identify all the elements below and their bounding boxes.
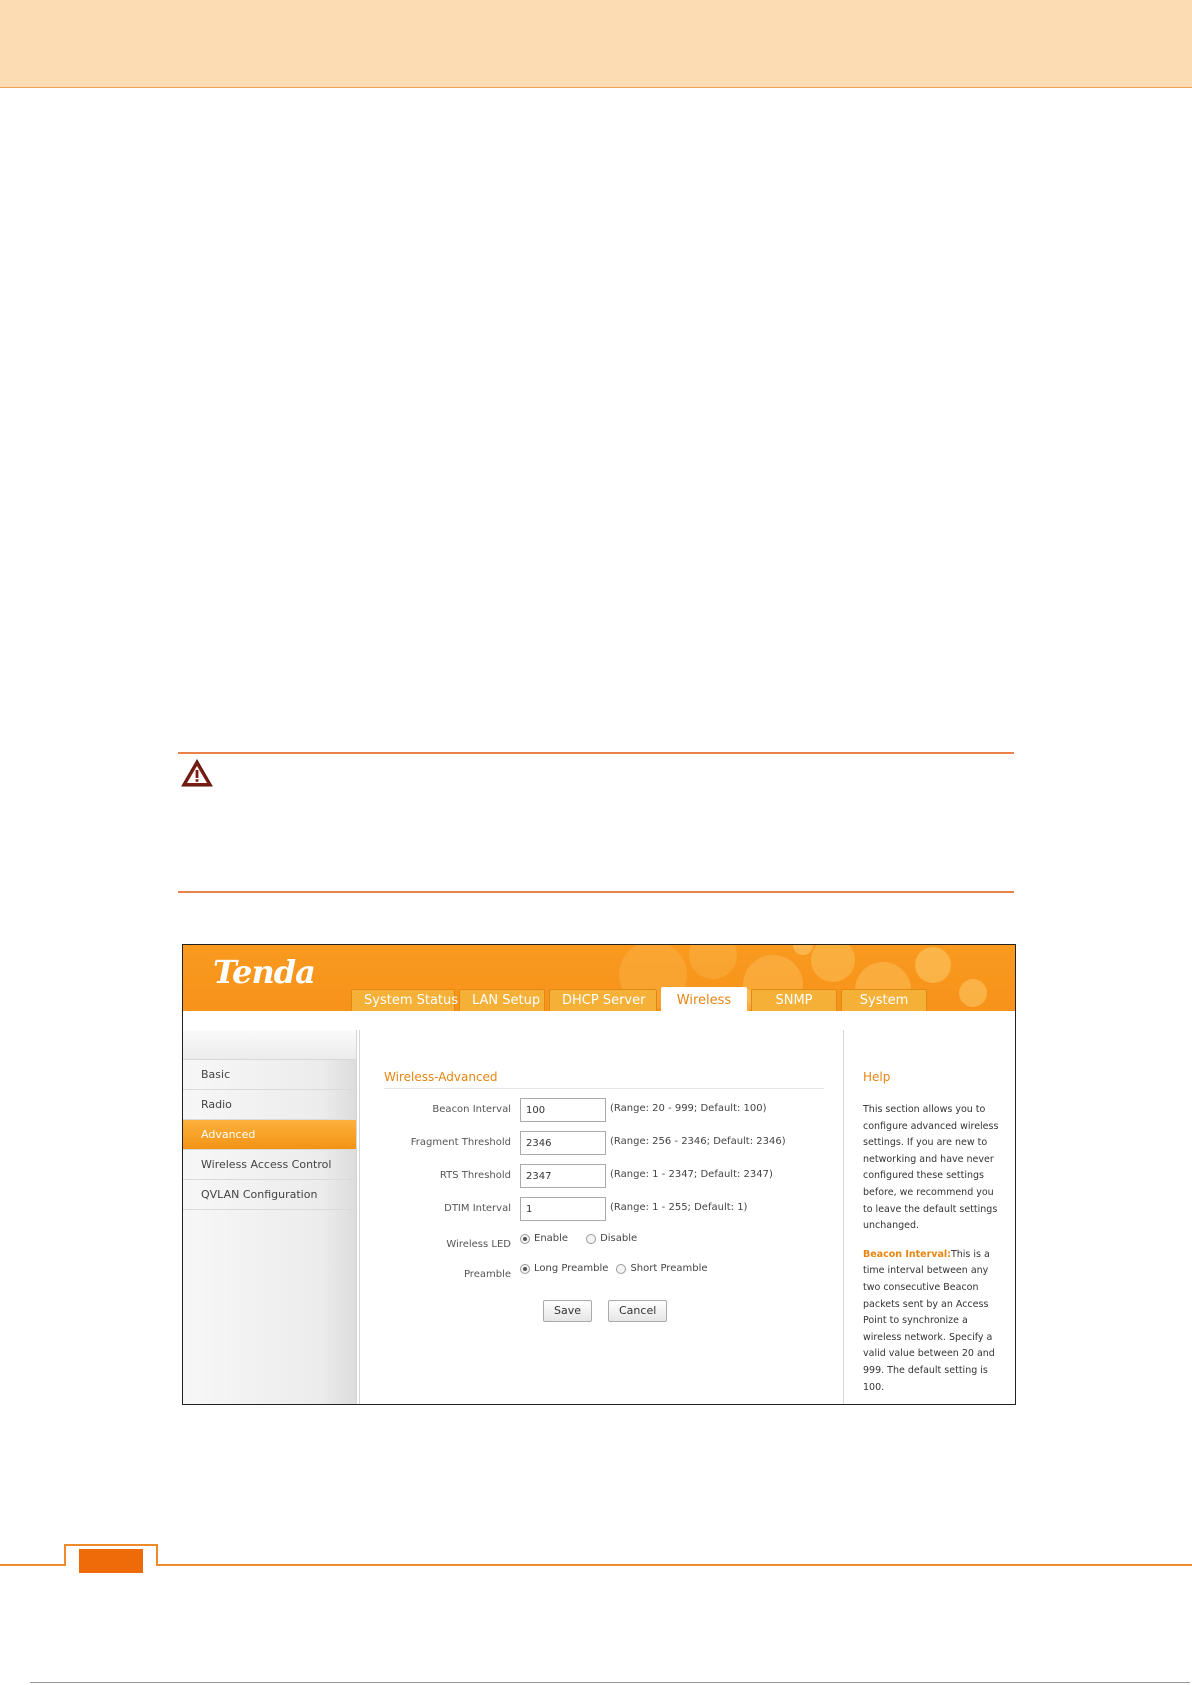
dtim-interval-input[interactable] xyxy=(520,1197,606,1221)
wireless-led-label: Wireless LED xyxy=(446,1239,511,1250)
rts-threshold-hint: (Range: 1 - 2347; Default: 2347) xyxy=(610,1169,773,1180)
wireless-led-options xyxy=(520,1233,655,1244)
form-buttons xyxy=(360,1300,845,1324)
wireless-led-disable-label: Disable xyxy=(600,1233,638,1244)
fragment-threshold-hint: (Range: 256 - 2346; Default: 2346) xyxy=(610,1136,786,1147)
preamble-long-radio[interactable] xyxy=(520,1264,530,1274)
rts-threshold-input[interactable] xyxy=(520,1164,606,1188)
sidebar-item-basic[interactable]: Basic xyxy=(183,1060,356,1090)
wireless-led-disable-radio[interactable] xyxy=(586,1234,596,1244)
help-term-text: This is a time interval between any two consecutive Beacon packets sent by an Access Point to synchronize a wireless network. Specify a valid value between 20 and 999. The default setting is 100. xyxy=(863,1248,995,1393)
sidebar xyxy=(183,1030,357,1405)
warning-triangle-icon xyxy=(180,758,214,788)
main-panel xyxy=(359,1030,844,1405)
preamble-label: Preamble xyxy=(463,1269,511,1280)
sidebar-item-radio[interactable]: Radio xyxy=(183,1090,356,1120)
fragment-threshold-input[interactable] xyxy=(520,1131,606,1155)
preamble-long-label: Long Preamble xyxy=(534,1263,609,1274)
help-intro: This section allows you to configure advanced wireless settings. If you are new to networking and have never configured these settings before, we recommend you to leave the default settings unchanged. xyxy=(863,1104,999,1232)
sidebar-item-advanced[interactable]: Advanced xyxy=(183,1120,356,1150)
rts-threshold-row xyxy=(360,1164,845,1188)
rts-threshold-label: RTS Threshold xyxy=(439,1170,511,1181)
tab-snmp[interactable]: SNMP xyxy=(751,989,837,1011)
bottom-rule xyxy=(30,1682,1190,1683)
fragment-threshold-row xyxy=(360,1131,845,1155)
wireless-led-enable-radio[interactable] xyxy=(520,1234,530,1244)
sidebar-item-qvlan-configuration[interactable]: QVLAN Configuration xyxy=(183,1180,356,1210)
dtim-interval-label: DTIM Interval xyxy=(444,1203,511,1214)
help-body xyxy=(863,1102,1003,1405)
help-beacon-paragraph xyxy=(863,1247,1003,1396)
wireless-led-row xyxy=(360,1233,845,1257)
beacon-interval-hint: (Range: 20 - 999; Default: 100) xyxy=(610,1103,767,1114)
tab-lan-setup[interactable]: LAN Setup xyxy=(459,989,545,1011)
sidebar-header xyxy=(183,1030,356,1060)
page-header-band xyxy=(0,0,1192,88)
main-nav-tabs xyxy=(351,989,927,1011)
banner xyxy=(183,945,1015,1011)
warning-top-rule xyxy=(178,752,1014,754)
router-ui-screenshot xyxy=(182,944,1016,1405)
help-panel xyxy=(847,1030,1015,1405)
save-button[interactable]: Save xyxy=(543,1300,592,1322)
page-number-box xyxy=(79,1549,143,1573)
footer-rule-right xyxy=(158,1564,1192,1566)
footer-rule-left xyxy=(0,1564,64,1566)
sidebar-item-wireless-access-control[interactable]: Wireless Access Control xyxy=(183,1150,356,1180)
wireless-led-enable-label: Enable xyxy=(534,1233,569,1244)
page-title: Wireless-Advanced xyxy=(384,1070,498,1084)
cancel-button[interactable]: Cancel xyxy=(608,1300,667,1322)
tab-wireless[interactable]: Wireless xyxy=(661,987,747,1011)
help-term-beacon-interval: Beacon Interval: xyxy=(863,1248,951,1260)
beacon-interval-input[interactable] xyxy=(520,1098,606,1122)
preamble-options xyxy=(520,1263,726,1274)
help-title: Help xyxy=(863,1070,891,1084)
fragment-threshold-label: Fragment Threshold xyxy=(410,1137,511,1148)
tab-dhcp-server[interactable]: DHCP Server xyxy=(549,989,657,1011)
tab-system-status[interactable]: System Status xyxy=(351,989,455,1011)
tenda-logo: Tenda xyxy=(213,953,315,991)
beacon-interval-label: Beacon Interval xyxy=(432,1104,511,1115)
preamble-short-label: Short Preamble xyxy=(630,1263,708,1274)
tab-system[interactable]: System xyxy=(841,989,927,1011)
beacon-interval-row xyxy=(360,1098,845,1122)
dtim-interval-row xyxy=(360,1197,845,1221)
title-divider xyxy=(384,1088,824,1089)
preamble-row xyxy=(360,1263,845,1287)
warning-bottom-rule xyxy=(178,891,1014,893)
dtim-interval-hint: (Range: 1 - 255; Default: 1) xyxy=(610,1202,748,1213)
preamble-short-radio[interactable] xyxy=(616,1264,626,1274)
